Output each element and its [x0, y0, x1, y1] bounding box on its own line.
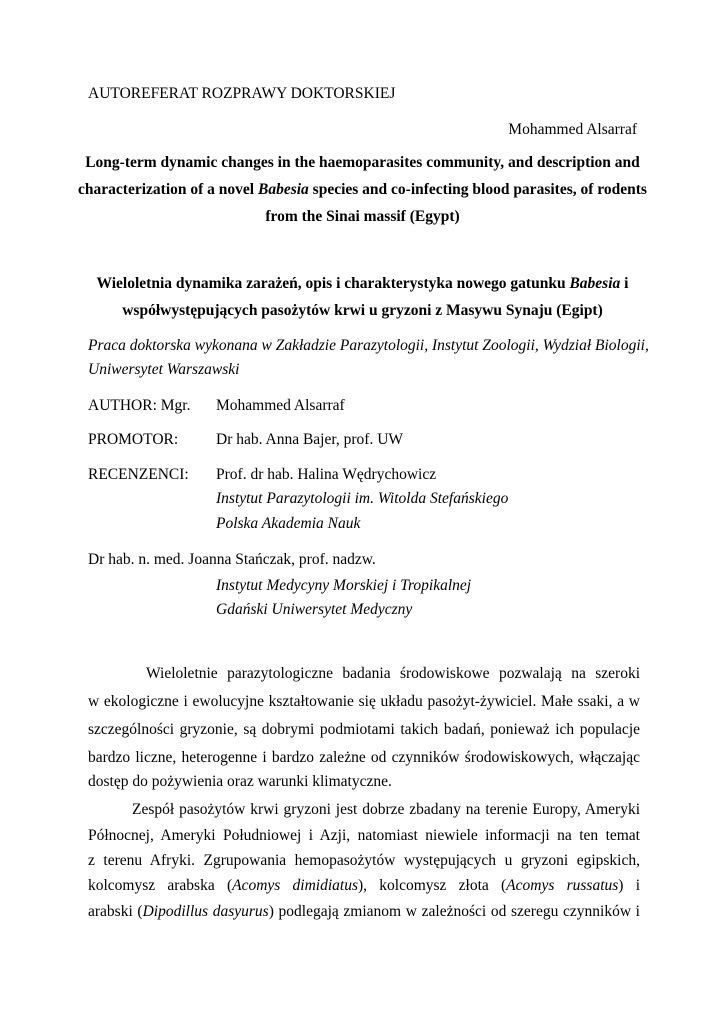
reviewer-1-institute: Instytut Parazytologii im. Witolda Stefańskiego	[216, 490, 509, 507]
text-run: kolcomysz arabska (	[88, 877, 233, 894]
text-run: arabski (	[88, 903, 143, 920]
promotor-label: PROMOTOR:	[88, 431, 179, 448]
paragraph-1-line-4: bardzo liczne, heterogenne i bardzo zależne od czynników środowiskowych, włączając	[88, 749, 640, 766]
genus-name: Babesia	[569, 275, 621, 292]
author-label: AUTHOR: Mgr.	[88, 397, 191, 414]
paragraph-1-line-3: szczególności gryzonie, są dobrymi podmiotami takich badań, ponieważ ich populacje	[88, 721, 640, 738]
species-name: Acomys dimidiatus	[232, 877, 358, 894]
species-name: Dipodillus dasyurus	[142, 903, 269, 920]
title-en-line-3: from the Sinai massif (Egypt)	[265, 208, 460, 225]
title-pl-text: i	[620, 275, 629, 292]
paragraph-2-line-2: Północnej, Ameryki Południowej i Azji, natomiast niewiele informacji na ten temat	[88, 827, 640, 844]
affiliation-line-2: Uniwersytet Warszawski	[88, 361, 240, 378]
promotor-value: Dr hab. Anna Bajer, prof. UW	[216, 431, 404, 448]
text-run: ), kolcomysz złota (	[358, 877, 507, 894]
reviewers-label: RECENZENCI:	[88, 466, 189, 483]
title-en-line-1: Long-term dynamic changes in the haemoparasites community, and description and	[85, 154, 640, 171]
genus-name: Babesia	[257, 181, 309, 198]
author-value: Mohammed Alsarraf	[216, 397, 345, 414]
title-pl-line-1	[0, 274, 725, 294]
paragraph-2-line-3: z terenu Afryki. Zgrupowania hemopasożytów występujących u gryzoni egipskich,	[88, 852, 640, 869]
paragraph-1-line-5: dostęp do pożywienia oraz warunki klimatyczne.	[88, 773, 392, 790]
title-en-text: characterization of a novel	[78, 181, 258, 198]
title-en-line-2	[0, 180, 725, 200]
text-run: ) podlegają zmianom w zależności od szeregu czynników i	[268, 903, 640, 920]
paragraph-1-line-1: Wieloletnie parazytologiczne badania środowiskowe pozwalają na szeroki	[146, 665, 640, 682]
reviewer-2-university: Gdański Uniwersytet Medyczny	[216, 601, 413, 618]
author-name-header: Mohammed Alsarraf	[508, 121, 637, 138]
reviewer-1-name: Prof. dr hab. Halina Wędrychowicz	[216, 466, 437, 483]
title-pl-line-2: współwystępujących pasożytów krwi u gryzoni z Masywu Synaju (Egipt)	[122, 302, 603, 319]
reviewer-1-academy: Polska Akademia Nauk	[216, 515, 361, 532]
paragraph-2-line-4	[88, 876, 640, 896]
species-name: Acomys russatus	[506, 877, 619, 894]
affiliation-line-1: Praca doktorska wykonana w Zakładzie Parazytologii, Instytut Zoologii, Wydział Biologii,	[88, 337, 649, 354]
title-en-text: species and co-infecting blood parasites, of rodents	[308, 181, 647, 198]
document-type-heading: AUTOREFERAT ROZPRAWY DOKTORSKIEJ	[88, 85, 396, 102]
reviewer-2-name: Dr hab. n. med. Joanna Stańczak, prof. nadzw.	[88, 551, 376, 568]
paragraph-2-line-1: Zespół pasożytów krwi gryzoni jest dobrze zbadany na terenie Europy, Ameryki	[132, 801, 640, 818]
title-pl-text: Wieloletnia dynamika zarażeń, opis i charakterystyka nowego gatunku	[96, 275, 570, 292]
paragraph-2-line-5	[88, 902, 640, 922]
paragraph-1-line-2: w ekologiczne i ewolucyjne kształtowanie się układu pasożyt-żywiciel. Małe ssaki, a w	[88, 693, 640, 710]
reviewer-2-institute: Instytut Medycyny Morskiej i Tropikalnej	[216, 577, 472, 594]
text-run: ) i	[618, 877, 640, 894]
